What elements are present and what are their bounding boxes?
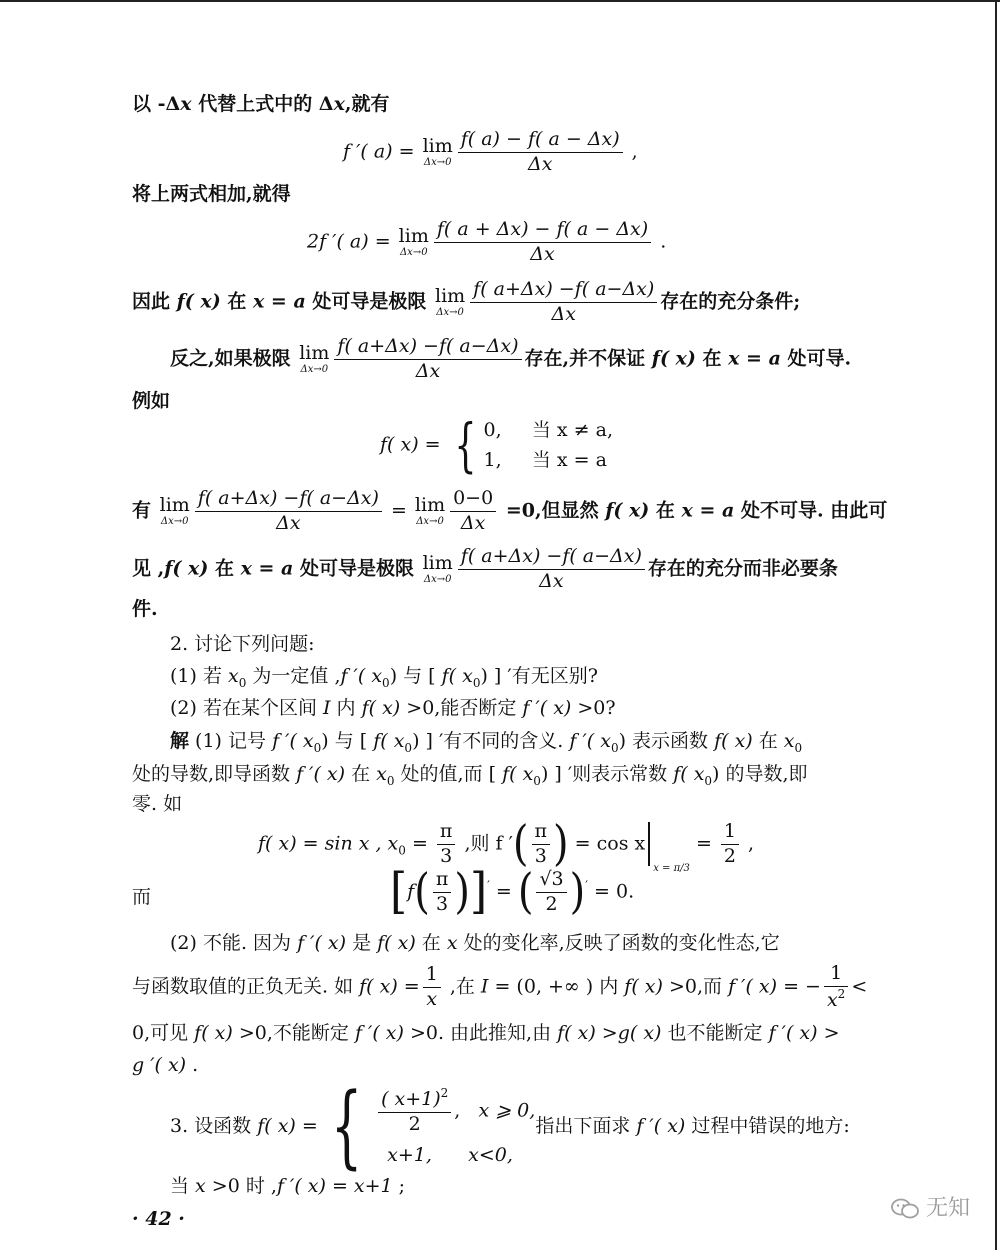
limit: lim Δx→0 (422, 551, 453, 585)
text-line-12: 解 (1) 记号 f ′( $x_0$) 与 [ f( $x_0$) ] ′有不同的含义. f ′( $x_0$) 表示函数 f( x) 在 $x_0$ (170, 730, 803, 755)
evaluation-bar (648, 822, 650, 866)
watermark: 无知 (890, 1191, 970, 1222)
fraction: $\frac{0-0}{\Delta x}$ (450, 487, 496, 536)
fraction: $\frac{f( a+\Delta x) -f( a-\Delta x)}{\Delta x}$ (458, 545, 645, 594)
formula-5: 而 (132, 886, 152, 908)
limit: lim Δx→0 (398, 224, 429, 258)
formula-1: f ′( a) = lim Δx→0 $\frac{f( a) - f( a - \Delta x)}{\Delta x}$ , (343, 128, 638, 175)
limit: lim Δx→0 (422, 134, 453, 168)
text-line-10: (1) 若 $x_0$ 为一定值 ,f ′( $x_0$) 与 [ f( $x_0$) ] ′有无区别? (170, 665, 598, 690)
formula-5-expr: [f( $\frac{\pi}{3}$ )]′ = ( $\frac{√3}{2}$ )′ = 0. (390, 863, 635, 920)
limit: lim Δx→0 (414, 493, 446, 527)
text-line-3: 因此 f( x) 在 x = a 处可导是极限 lim Δx→0 $\frac{f( a+\Delta x) -f( a-\Delta x)}{\Delta x}$ 存在的充分条件; (132, 278, 801, 325)
text-line-1: 以 -Δx 代替上式中的 Δx,就有 (132, 93, 390, 115)
text-line-7: 见 ,f( x) 在 x = a 处可导是极限 lim Δx→0 $\frac{f( a+\Delta x) -f( a-\Delta x)}{\Delta x}$ 存在的充分而非必要条 (132, 545, 838, 592)
page-border-top (0, 0, 1000, 2)
limit: lim Δx→0 (299, 341, 330, 375)
fraction: $\frac{f( a) - f( a - \Delta x)}{\Delta x}$ (458, 128, 623, 177)
fraction: $\frac{\pi}{3}$ (437, 820, 456, 869)
text-line-13: 处的导数,即导函数 f ′( x) 在 $x_0$ 处的值,而 [ f( $x_0$) ] ′则表示常数 f( $x_0$) 的导数,即 (132, 763, 808, 788)
fraction: $\frac{\pi}{3}$ (532, 820, 551, 869)
text-line-16: 与函数取值的正负无关. 如 f( x) = $\frac{1}{x}$ ,在 I = (0, +∞ ) 内 f( x) >0,而 f ′( x) = − $\frac{1}{x^2}$ < (132, 962, 868, 1011)
text-line-8: 件. (132, 598, 158, 620)
text-line-6: 有 lim Δx→0 $\frac{f( a+\Delta x) -f( a-\Delta x)}{\Delta x}$ = lim Δx→0 $\frac{0-0}{\Delta x}$ =0,但显然 f( x) 在 x = a 处不可导. 由此可 (132, 487, 888, 534)
fraction: $\frac{f( a+\Delta x) -f( a-\Delta x)}{\Delta x}$ (334, 335, 521, 384)
fraction: $\frac{f( a + \Delta x) - f( a - \Delta x)}{\Delta x}$ (434, 218, 651, 267)
text-line-19: 3. 设函数 f( x) = { $\frac{( x+1)^2}{2}$ , x ⩾ 0, x+1, x<0, 指出下面求 f ′( x) 过程中错误的地方: (170, 1074, 850, 1179)
left-brace: { (454, 411, 477, 480)
limit: lim Δx→0 (435, 284, 466, 318)
text-line-11: (2) 若在某个区间 I 内 f( x) >0,能否断定 f ′( x) >0? (170, 697, 616, 719)
text-line-17: 0,可见 f( x) >0,不能断定 f ′( x) >0. 由此推知,由 f( x) >g( x) 也不能断定 f ′( x) > (132, 1022, 840, 1044)
wechat-icon (890, 1197, 920, 1221)
formula-4: f( x) = sin x , $x_0$ = $\frac{\pi}{3}$ ,则 f ′( $\frac{\pi}{3}$ ) = cos xx = π/3 = $\frac{1}{2}$ , (258, 816, 755, 875)
text-line-15: (2) 不能. 因为 f ′( x) 是 f( x) 在 x 处的变化率,反映了函数的变化性态,它 (170, 932, 780, 954)
fraction: $\frac{\pi}{3}$ (433, 868, 452, 917)
fraction: $\frac{1}{x}$ (423, 963, 441, 1012)
cases: 0, 当 x ≠ a, 1, 当 x = a (483, 419, 613, 472)
page-border-right (995, 0, 997, 1250)
fraction: $\frac{( x+1)^2}{2}$ (378, 1086, 451, 1137)
text-line-2: 将上两式相加,就得 (132, 183, 291, 205)
text-line-9: 2. 讨论下列问题: (170, 633, 315, 655)
fraction: $\frac{f( a+\Delta x) -f( a-\Delta x)}{\Delta x}$ (470, 278, 657, 327)
text-line-14: 零. 如 (132, 793, 183, 815)
formula-3-piecewise: f( x) = { 0, 当 x ≠ a, 1, 当 x = a (380, 411, 613, 480)
left-brace: { (330, 1074, 363, 1179)
text-line-4: 反之,如果极限 lim Δx→0 $\frac{f( a+\Delta x) -f( a-\Delta x)}{\Delta x}$ 存在,并不保证 f( x) 在 x = a 处可导. (170, 335, 852, 382)
cases: $\frac{( x+1)^2}{2}$ , x ⩾ 0, x+1, x<0, (375, 1086, 535, 1167)
fraction: $\frac{1}{x^2}$ (824, 962, 848, 1013)
text-line-20: 当 x >0 时 ,f ′( x) = x+1 ; (170, 1175, 406, 1197)
formula-2: 2f ′( a) = lim Δx→0 $\frac{f( a + \Delta x) - f( a - \Delta x)}{\Delta x}$ . (307, 218, 667, 265)
text-line-5: 例如 (132, 390, 171, 412)
page-number: · 42 · (132, 1208, 185, 1230)
text-line-18: g ′( x) . (132, 1054, 199, 1076)
fraction: $\frac{f( a+\Delta x) -f( a-\Delta x)}{\Delta x}$ (195, 487, 382, 536)
fraction: $\frac{√3}{2}$ (536, 868, 566, 917)
limit: lim Δx→0 (159, 493, 190, 527)
fraction: $\frac{1}{2}$ (721, 820, 739, 869)
